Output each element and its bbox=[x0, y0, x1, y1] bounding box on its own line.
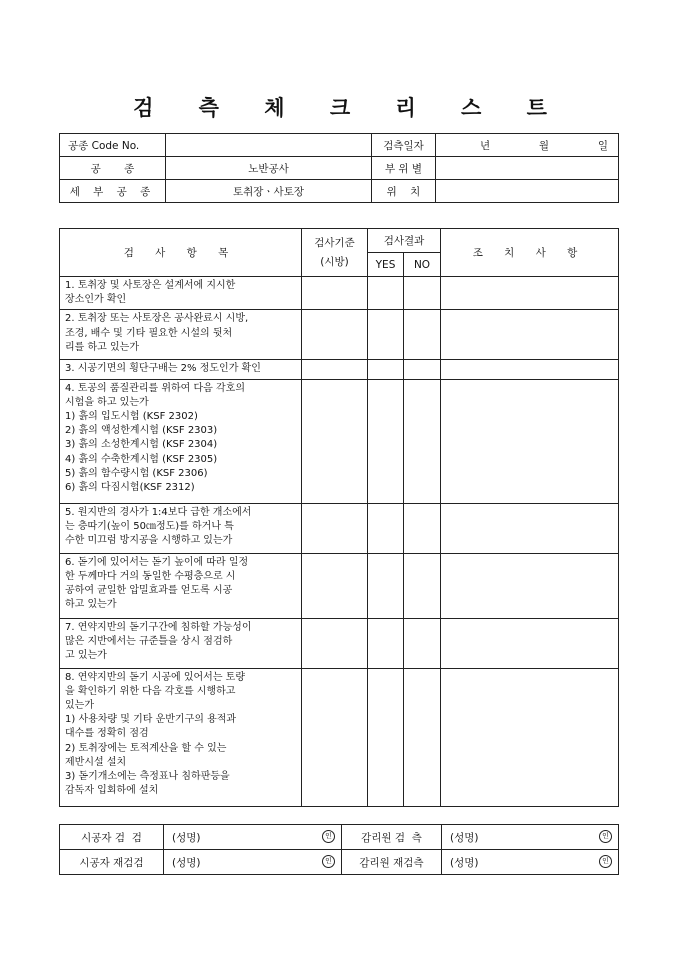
standard-cell[interactable] bbox=[302, 310, 368, 360]
contractor-check-signature[interactable] bbox=[164, 825, 342, 850]
page-title: 검 측 체 크 리 스 트 bbox=[133, 95, 566, 120]
table-row bbox=[60, 553, 619, 618]
item-text: 2. 토취장 또는 사토장은 공사완료시 시방, 조경, 배수 및 기타 필요한 시설의 뒷처 리를 하고 있는가 bbox=[60, 310, 302, 360]
detail-type-label: 세 부 공 종 bbox=[60, 180, 166, 203]
supervisor-check-signature[interactable] bbox=[442, 825, 619, 850]
no-cell[interactable] bbox=[404, 277, 441, 310]
table-row bbox=[60, 277, 619, 310]
work-type-label: 공 종 bbox=[60, 157, 166, 180]
supervisor-check-label: 감리원 검 측 bbox=[342, 825, 442, 850]
standard-cell[interactable] bbox=[302, 668, 368, 806]
yes-cell[interactable] bbox=[368, 379, 404, 503]
date-year: 년 bbox=[480, 139, 491, 152]
item-text: 3. 시공기면의 횡단구배는 2% 정도인가 확인 bbox=[60, 360, 302, 379]
name-label: (성명) bbox=[450, 831, 479, 844]
table-row bbox=[60, 668, 619, 806]
no-cell[interactable] bbox=[404, 310, 441, 360]
action-cell[interactable] bbox=[441, 668, 619, 806]
action-cell[interactable] bbox=[441, 360, 619, 379]
table-row bbox=[60, 503, 619, 553]
table-row bbox=[60, 379, 619, 503]
info-table bbox=[59, 133, 619, 203]
header-result: 검사결과 bbox=[368, 229, 441, 253]
no-cell[interactable] bbox=[404, 503, 441, 553]
action-cell[interactable] bbox=[441, 618, 619, 668]
name-label: (성명) bbox=[450, 856, 479, 869]
date-day: 일 bbox=[597, 139, 608, 152]
item-text: 8. 연약지반의 돋기 시공에 있어서는 토량 을 확인하기 위한 다음 각호를 시행하고 있는가 1) 사용차량 및 기타 운반기구의 용적과 대수를 정확히 점검 2) 토취장에는 토적계산을 할 수 있는 제반시설 설치 3) 돋기개소에는 측정표나 침하판등을 감독자 입회하에 설치 bbox=[60, 668, 302, 806]
seal-icon: 인 bbox=[599, 830, 612, 843]
seal-icon: 인 bbox=[322, 855, 335, 868]
item-text: 4. 토공의 품질관리를 위하여 다음 각호의 시험을 하고 있는가 1) 흙의 입도시험 (KSF 2302) 2) 흙의 액성한계시험 (KSF 2303) 3) 흙의 소성한계시험 (KSF 2304) 4) 흙의 수축한계시험 (KSF 2305) 5) 흙의 함수량시험 (KSF 2306) 6) 흙의 다짐시험(KSF 2312) bbox=[60, 379, 302, 503]
item-text: 5. 원지반의 경사가 1:4보다 급한 개소에서 는 층따기(높이 50㎝정도)를 하거나 특 수한 미끄럼 방지공을 시행하고 있는가 bbox=[60, 503, 302, 553]
action-cell[interactable] bbox=[441, 553, 619, 618]
standard-cell[interactable] bbox=[302, 379, 368, 503]
yes-cell[interactable] bbox=[368, 503, 404, 553]
work-type-value[interactable]: 노반공사 bbox=[166, 157, 372, 180]
yes-cell[interactable] bbox=[368, 277, 404, 310]
inspection-table bbox=[59, 228, 619, 807]
header-standard: 검사기준 (시방) bbox=[302, 229, 368, 277]
header-no: NO bbox=[404, 253, 441, 277]
action-cell[interactable] bbox=[441, 310, 619, 360]
no-cell[interactable] bbox=[404, 668, 441, 806]
seal-icon: 인 bbox=[599, 855, 612, 868]
supervisor-recheck-label: 감리원 재검측 bbox=[342, 850, 442, 875]
table-row bbox=[60, 360, 619, 379]
action-cell[interactable] bbox=[441, 379, 619, 503]
standard-cell[interactable] bbox=[302, 553, 368, 618]
signature-table bbox=[59, 824, 619, 875]
no-cell[interactable] bbox=[404, 379, 441, 503]
header-yes: YES bbox=[368, 253, 404, 277]
no-cell[interactable] bbox=[404, 360, 441, 379]
contractor-check-label: 시공자 검 검 bbox=[60, 825, 164, 850]
work-code-value[interactable] bbox=[166, 134, 372, 157]
yes-cell[interactable] bbox=[368, 553, 404, 618]
standard-cell[interactable] bbox=[302, 360, 368, 379]
contractor-recheck-signature[interactable] bbox=[164, 850, 342, 875]
standard-cell[interactable] bbox=[302, 618, 368, 668]
inspect-date-value[interactable] bbox=[436, 134, 619, 157]
table-row bbox=[60, 618, 619, 668]
yes-cell[interactable] bbox=[368, 618, 404, 668]
contractor-recheck-label: 시공자 재검검 bbox=[60, 850, 164, 875]
item-text: 7. 연약지반의 돋기구간에 침하할 가능성이 많은 지반에서는 규준틀을 상시 점검하 고 있는가 bbox=[60, 618, 302, 668]
no-cell[interactable] bbox=[404, 618, 441, 668]
location-value[interactable] bbox=[436, 180, 619, 203]
item-text: 1. 토취장 및 사토장은 설계서에 지시한 장소인가 확인 bbox=[60, 277, 302, 310]
date-month: 월 bbox=[538, 139, 550, 152]
yes-cell[interactable] bbox=[368, 360, 404, 379]
seal-icon: 인 bbox=[322, 830, 335, 843]
header-items: 검 사 항 목 bbox=[60, 229, 302, 277]
standard-cell[interactable] bbox=[302, 503, 368, 553]
location-label: 위 치 bbox=[372, 180, 436, 203]
supervisor-recheck-signature[interactable] bbox=[442, 850, 619, 875]
action-cell[interactable] bbox=[441, 277, 619, 310]
part-value[interactable] bbox=[436, 157, 619, 180]
table-row bbox=[60, 310, 619, 360]
work-code-label: 공종 Code No. bbox=[60, 134, 166, 157]
item-text: 6. 돋기에 있어서는 돋기 높이에 따라 일정 한 두께마다 거의 동일한 수평층으로 시 공하여 균일한 압밀효과를 얻도록 시공 하고 있는가 bbox=[60, 553, 302, 618]
inspect-date-label: 검측일자 bbox=[372, 134, 436, 157]
name-label: (성명) bbox=[172, 831, 201, 844]
yes-cell[interactable] bbox=[368, 668, 404, 806]
standard-cell[interactable] bbox=[302, 277, 368, 310]
header-action: 조 치 사 항 bbox=[441, 229, 619, 277]
no-cell[interactable] bbox=[404, 553, 441, 618]
yes-cell[interactable] bbox=[368, 310, 404, 360]
name-label: (성명) bbox=[172, 856, 201, 869]
action-cell[interactable] bbox=[441, 503, 619, 553]
detail-type-value[interactable]: 토취장ㆍ사토장 bbox=[166, 180, 372, 203]
part-label: 부 위 별 bbox=[372, 157, 436, 180]
